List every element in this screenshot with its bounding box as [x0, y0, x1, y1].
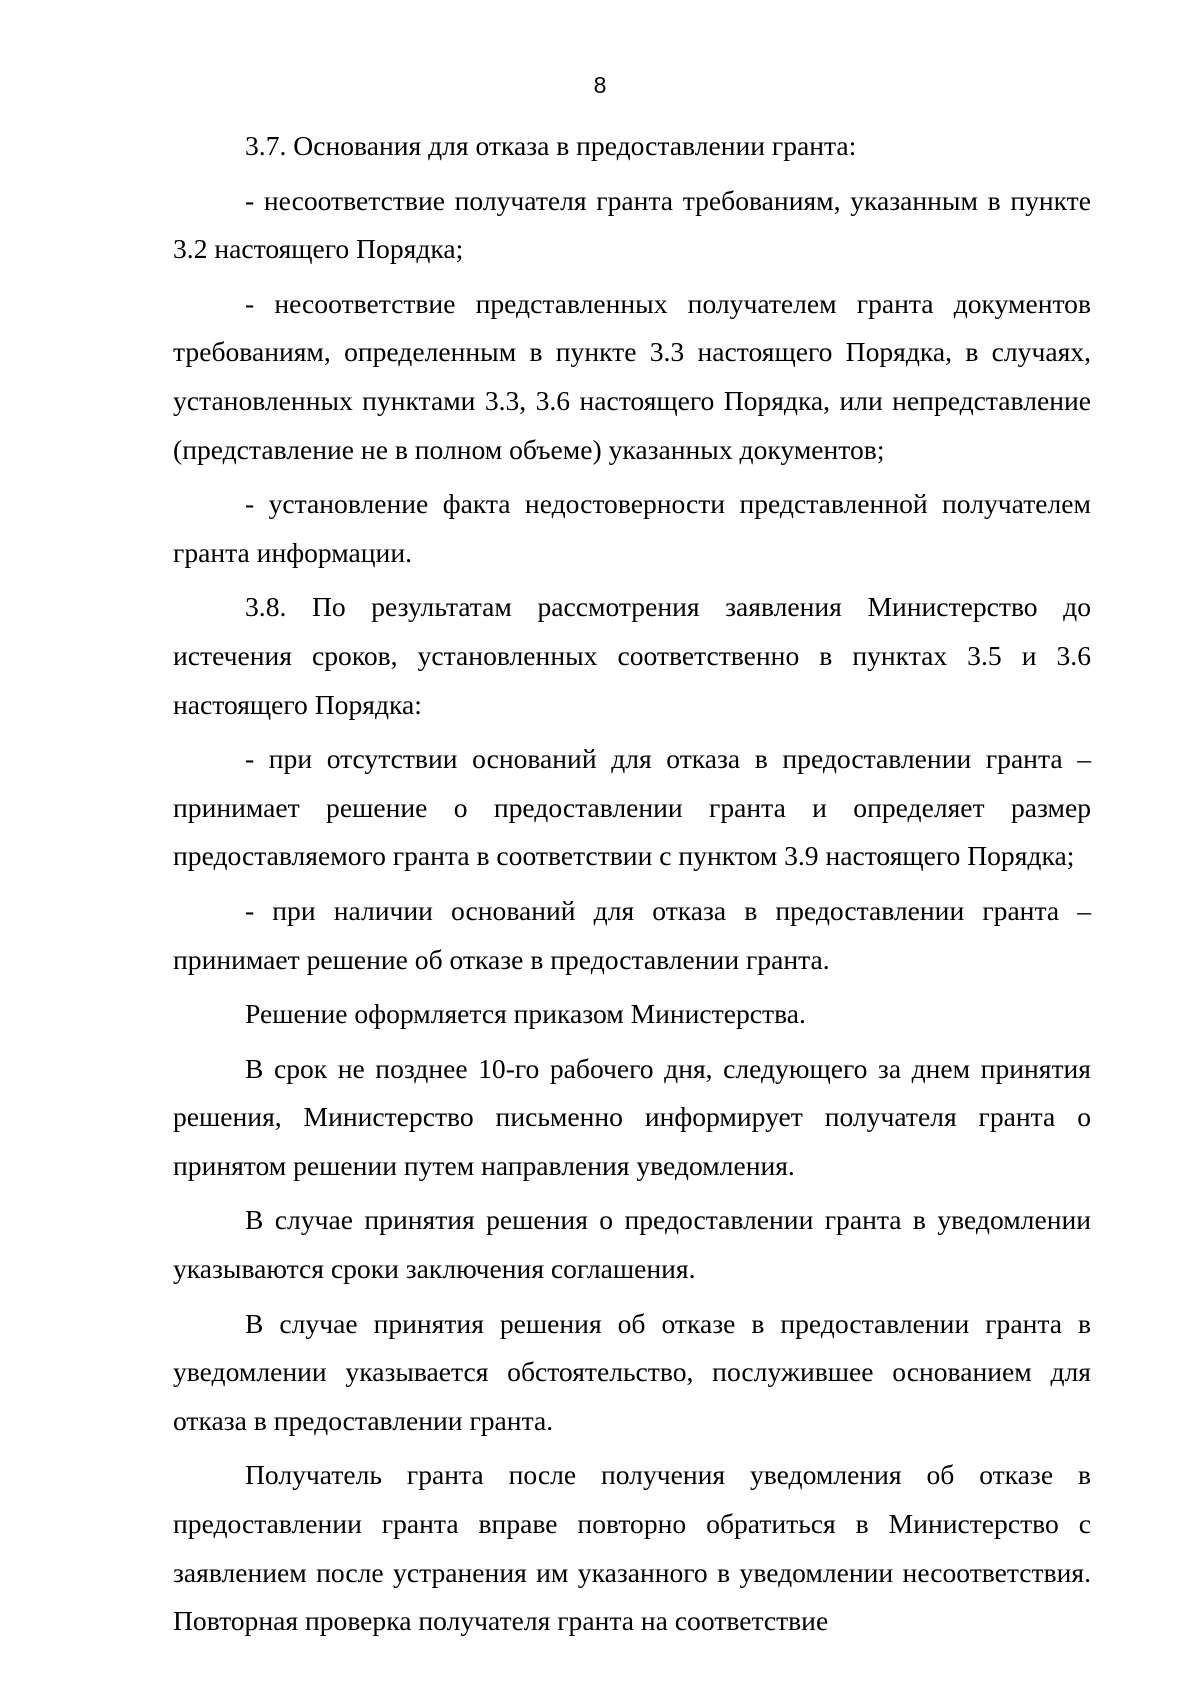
- document-body: [173, 122, 1091, 1646]
- paragraph-repeat-application: Получатель гранта после получения уведомления об отказе в предоставлении гранта вправе повторно обратиться в Министерство с заявлением после устранения им указанного в уведомлении несоответствия. Повторная проверка получателя гранта на соответствие: [173, 1459, 1091, 1637]
- page-number: 8: [593, 72, 607, 98]
- paragraph-3-7-heading: 3.7. Основания для отказа в предоставлении гранта:: [245, 130, 857, 161]
- paragraph-notification-refusal: В случае принятия решения об отказе в предоставлении гранта в уведомлении указывается обстоятельство, послужившее основанием для отказа в предоставлении гранта.: [173, 1307, 1091, 1436]
- paragraph-3-8-heading: 3.8. По результатам рассмотрения заявления Министерство до истечения сроков, установленных соответственно в пунктах 3.5 и 3.6 настоящего Порядка:: [173, 591, 1091, 720]
- paragraph-decision-grant: - при отсутствии оснований для отказа в предоставлении гранта – принимает решение о предоставлении гранта и определяет размер предоставляемого гранта в соответствии с пунктом 3.9 настоящего Порядка;: [173, 743, 1091, 872]
- paragraph-refusal-ground-1: - несоответствие получателя гранта требованиям, указанным в пункте 3.2 настоящего Порядка;: [173, 184, 1091, 265]
- paragraph-refusal-ground-3: - установление факта недостоверности представленной получателем гранта информации.: [173, 488, 1091, 568]
- paragraph-decision-order: Решение оформляется приказом Министерства.: [245, 998, 806, 1030]
- paragraph-notification-grant: В случае принятия решения о предоставлении гранта в уведомлении указываются сроки заключения соглашения.: [173, 1204, 1091, 1285]
- paragraph-decision-refusal: - при наличии оснований для отказа в предоставлении гранта – принимает решение об отказе в предоставлении гранта.: [173, 894, 1091, 975]
- paragraph-refusal-ground-2: - несоответствие представленных получателем гранта документов требованиям, определенным в пункте 3.3 настоящего Порядка, в случаях, установленных пунктами 3.3, 3.6 настоящего Порядка, или непредставление (представление не в полном объеме) указанных документов;: [173, 287, 1091, 465]
- paragraph-notification-deadline: В срок не позднее 10-го рабочего дня, следующего за днем принятия решения, Министерство письменно информирует получателя гранта о принятом решении путем направления уведомления.: [173, 1052, 1091, 1181]
